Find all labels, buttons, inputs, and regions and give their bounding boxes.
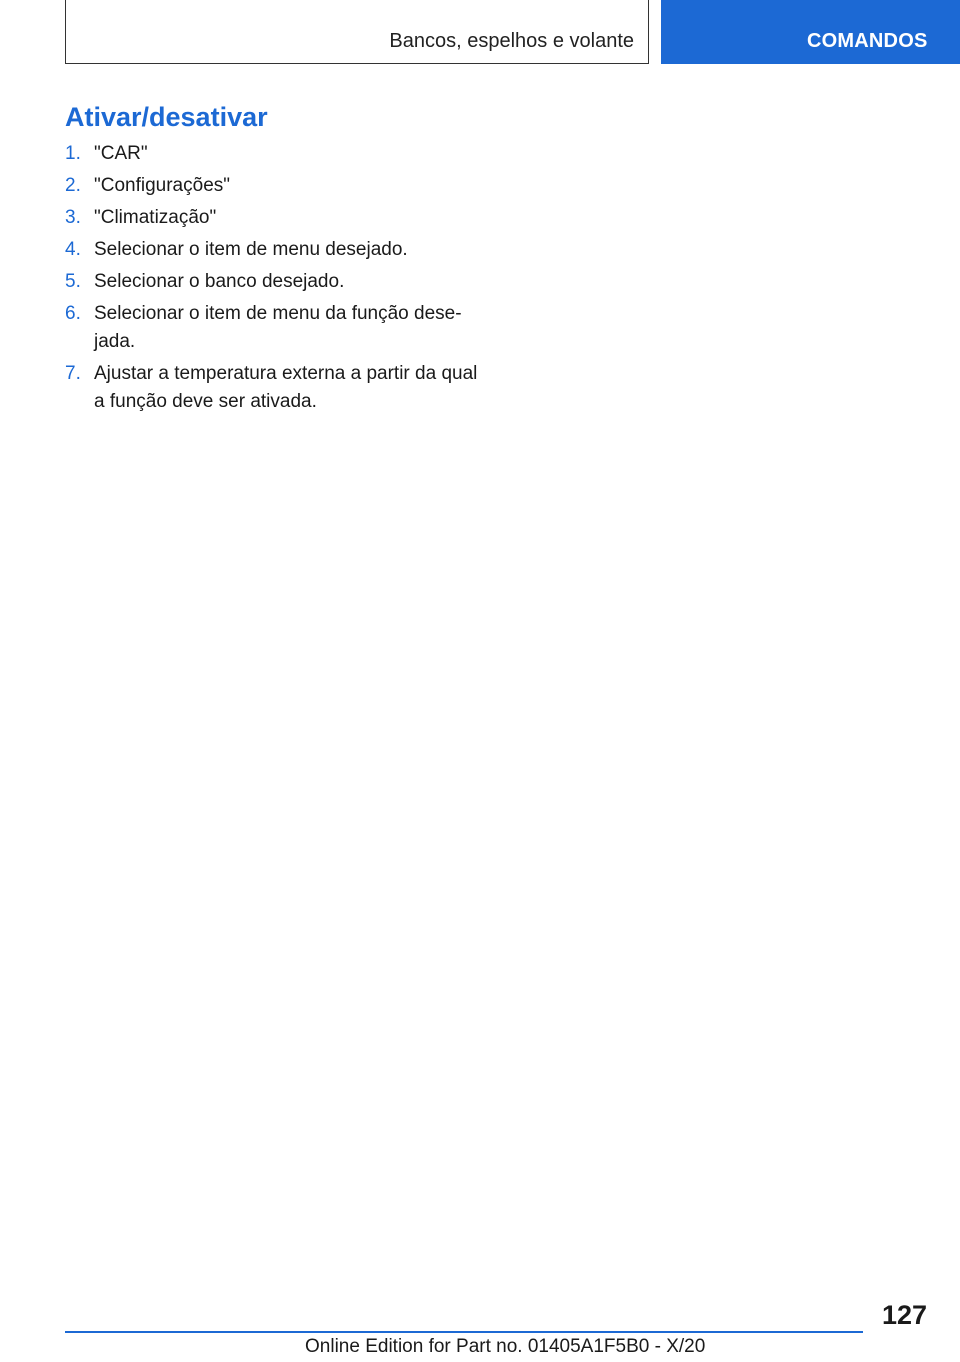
step-number: 2. xyxy=(65,175,81,196)
step-number: 6. xyxy=(65,303,81,324)
step-text: Selecionar o item de menu desejado. xyxy=(94,239,408,260)
footer-divider xyxy=(65,1331,863,1333)
step-number: 1. xyxy=(65,143,81,164)
step-number: 5. xyxy=(65,271,81,292)
list-item xyxy=(65,204,485,232)
footer-edition-text: Online Edition for Part no. 01405A1F5B0 - X/20 xyxy=(305,1336,706,1357)
steps-list xyxy=(65,140,485,420)
step-text: "CAR" xyxy=(94,143,148,164)
step-text: Selecionar o item de menu da função dese-jada. xyxy=(94,303,462,352)
chapter-tab xyxy=(661,0,960,64)
section-title: Bancos, espelhos e volante xyxy=(389,30,634,52)
header-section-box xyxy=(65,0,649,64)
step-text: Selecionar o banco desejado. xyxy=(94,271,345,292)
chapter-title: COMANDOS xyxy=(807,30,928,52)
page-number: 127 xyxy=(881,1300,927,1330)
list-item xyxy=(65,360,485,416)
list-item xyxy=(65,300,485,356)
step-text: Ajustar a temperatura externa a partir da qual a função deve ser ativada. xyxy=(94,363,478,412)
list-item xyxy=(65,140,485,168)
step-number: 3. xyxy=(65,207,81,228)
list-item xyxy=(65,172,485,200)
page-title: Ativar/desativar xyxy=(65,102,268,132)
step-text: "Climatização" xyxy=(94,207,217,228)
step-text: "Configurações" xyxy=(94,175,231,196)
list-item xyxy=(65,268,485,296)
step-number: 7. xyxy=(65,363,81,384)
list-item xyxy=(65,236,485,264)
step-number: 4. xyxy=(65,239,81,260)
